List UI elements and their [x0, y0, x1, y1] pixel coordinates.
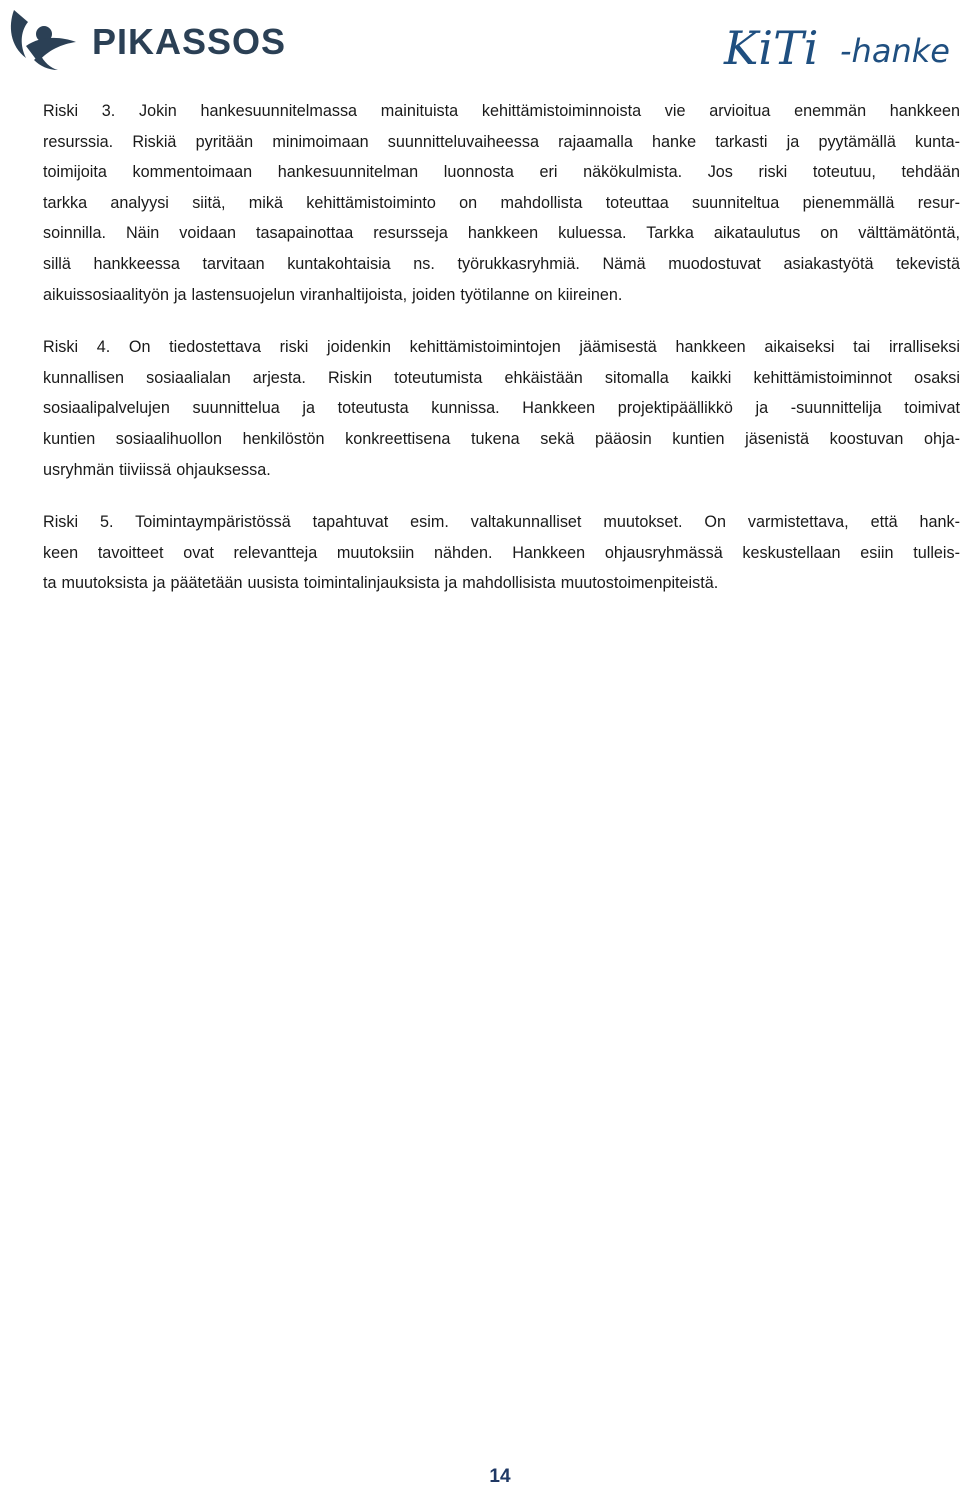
text-line: keen tavoitteet ovat relevantteja muutoksiin nähden. Hankkeen ohjausryhmässä keskustellaan esiin tulleis-: [43, 543, 960, 562]
text-line: resurssia. Riskiä pyritään minimoimaan suunnitteluvaiheessa rajaamalla hanke tarkasti ja pyytämällä kunta-: [43, 132, 960, 151]
text-line: ta muutoksista ja päätetään uusista toimintalinjauksista ja mahdollisista muutostoimenpiteistä.: [43, 574, 719, 593]
text-line: sillä hankkeessa tarvitaan kuntakohtaisia ns. työrukkasryhmiä. Nämä muodostuvat asiakastyötä tekevistä: [43, 254, 960, 273]
text-line: kuntien sosiaalihuollon henkilöstön konkreettisena tukena sekä pääosin kuntien jäsenistä koostuvan ohja-: [43, 429, 960, 448]
document-body: [43, 96, 960, 621]
kiti-hanke-logo: [722, 14, 954, 74]
pikassos-logo: [4, 6, 304, 70]
text-line: soinnilla. Näin voidaan tasapainottaa resursseja hankkeen kuluessa. Tarkka aikataulutus on välttämätöntä,: [43, 224, 960, 243]
text-line: Riski 5. Toimintaympäristössä tapahtuvat esim. valtakunnalliset muutokset. On varmistettava, että hank-: [43, 513, 960, 532]
text-line: sosiaalipalvelujen suunnittelua ja toteutusta kunnissa. Hankkeen projektipäällikkö ja -suunnittelija toimivat: [43, 399, 960, 418]
text-line: aikuissosiaalityön ja lastensuojelun viranhaltijoista, joiden työtilanne on kiireinen.: [43, 285, 623, 304]
paragraph-risk-5: [43, 507, 960, 599]
text-line: toimijoita kommentoimaan hankesuunnitelman luonnosta eri näkökulmista. Jos riski toteutuu, tehdään: [43, 163, 960, 182]
paragraph-risk-4: [43, 332, 960, 485]
text-line: Riski 4. On tiedostettava riski joidenkin kehittämistoimintojen jäämisestä hankkeen aikaiseksi tai irralliseksi: [43, 338, 960, 357]
pikassos-wordmark: PIKASSOS: [92, 21, 287, 62]
text-line: Riski 3. Jokin hankesuunnitelmassa mainituista kehittämistoiminnoista vie arvioitua enemmän hankkeen: [43, 102, 960, 120]
text-line: tarkka analyysi siitä, mikä kehittämistoiminto on mahdollista toteuttaa suunniteltua pienemmällä resur-: [43, 193, 960, 212]
page-header: [0, 0, 960, 80]
paragraph-risk-3: [43, 96, 960, 310]
kiti-wordmark: KiTi: [724, 21, 819, 74]
text-line: kunnallisen sosiaalialan arjesta. Riskin toteutumista ehkäistään sitomalla kaikki kehittämistoiminnot osaksi: [43, 368, 960, 387]
text-line: usryhmän tiiviissä ohjauksessa.: [43, 460, 271, 479]
page-number: 14: [489, 1466, 511, 1487]
pikassos-figure-icon: [11, 10, 28, 58]
hanke-wordmark: -hanke: [840, 32, 950, 70]
